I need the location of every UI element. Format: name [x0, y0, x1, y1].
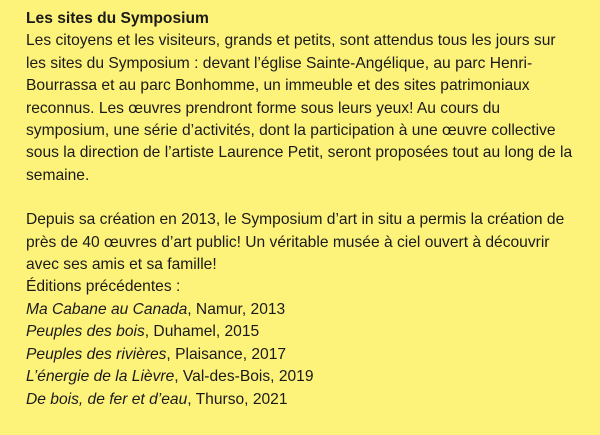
section-title: Les sites du Symposium — [26, 10, 209, 27]
editions-heading: Éditions précédentes : — [26, 278, 181, 296]
edition-item — [26, 321, 574, 343]
edition-item — [26, 344, 574, 366]
edition-item — [26, 366, 574, 388]
edition-details: , Val-des-Bois, 2019 — [174, 368, 314, 386]
edition-item — [26, 389, 574, 411]
history-paragraph: Depuis sa création en 2013, le Symposium d’art in situ a permis la création de près de 40 œuvres d’art public! Un véritable musée à ciel ouvert à découvrir avec ses amis et sa famille! — [26, 211, 565, 274]
edition-title: Ma Cabane au Canada — [26, 300, 188, 318]
edition-details: , Namur, 2013 — [187, 300, 286, 318]
edition-details: , Plaisance, 2017 — [166, 345, 287, 363]
edition-title: Peuples des bois — [26, 323, 145, 341]
edition-title: Peuples des rivières — [26, 345, 167, 363]
edition-item — [26, 299, 574, 321]
paragraph-spacer — [26, 187, 574, 209]
edition-title: L’énergie de la Lièvre — [26, 368, 175, 386]
edition-title: De bois, de fer et d’eau — [26, 390, 188, 408]
editions-list — [26, 299, 574, 411]
intro-paragraph: Les citoyens et les visiteurs, grands et petits, sont attendus tous les jours sur les sites du Symposium : devant l’église Sainte-Angélique, au parc Henri-Bourrassa et au parc Bonhomme, un immeuble et des sites patrimoniaux reconnus. Les œuvres prendront forme sous leurs yeux! Au cours du symposium, une série d’activités, dont la participation à une œuvre collective sous la direction de l’artiste Laurence Petit, seront proposées tout au long de la semaine. — [26, 32, 573, 184]
edition-details: , Thurso, 2021 — [187, 390, 288, 408]
edition-details: , Duhamel, 2015 — [144, 323, 260, 341]
